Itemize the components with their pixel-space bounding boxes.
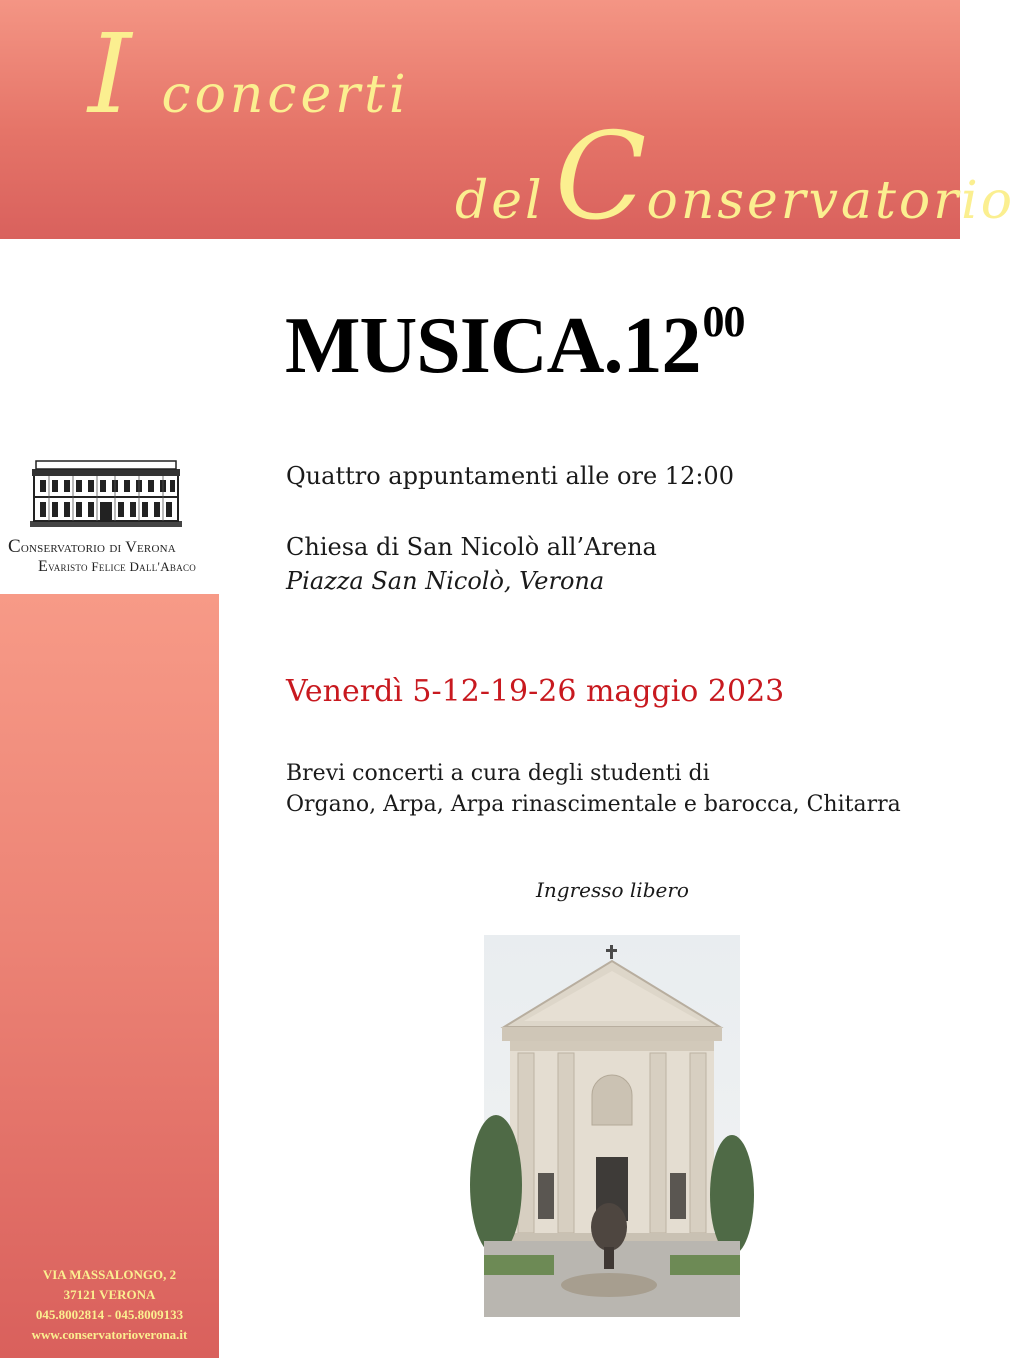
contact-city: 37121 VERONA bbox=[63, 1287, 156, 1302]
header-word-del: del bbox=[455, 171, 545, 231]
church-photo bbox=[484, 935, 740, 1317]
page-title bbox=[285, 297, 745, 390]
event-dates: Venerdì 5-12-19-26 maggio 2023 bbox=[286, 674, 785, 709]
conservatory-logo bbox=[8, 455, 214, 576]
title-superscript: 00 bbox=[702, 297, 745, 346]
header-title-line2 bbox=[455, 108, 1015, 247]
title-main: MUSICA.12 bbox=[285, 302, 701, 390]
appointments-text: Quattro appuntamenti alle ore 12:00 bbox=[286, 462, 734, 490]
description-line-2: Organo, Arpa, Arpa rinascimentale e barocca, Chitarra bbox=[286, 792, 901, 817]
header-title-line1 bbox=[88, 10, 410, 138]
contact-street: VIA MASSALONGO, 2 bbox=[42, 1267, 177, 1282]
venue-address: Piazza San Nicolò, Verona bbox=[286, 567, 605, 595]
logo-subtitle: Evaristo Felice Dall'Abaco bbox=[38, 558, 197, 575]
header-band bbox=[0, 0, 1015, 247]
logo-name-text: onservatorio di Verona bbox=[20, 539, 176, 556]
contact-block bbox=[0, 1265, 219, 1345]
header-word-concerti: concerti bbox=[161, 65, 410, 125]
description-line-1: Brevi concerti a cura degli studenti di bbox=[286, 761, 710, 786]
header-initial-c: C bbox=[554, 108, 647, 247]
side-band bbox=[0, 594, 219, 1358]
venue-name: Chiesa di San Nicolò all’Arena bbox=[286, 533, 657, 561]
header-word-onservatorio: onservatorio bbox=[646, 171, 1015, 231]
admission-text: Ingresso libero bbox=[536, 878, 689, 902]
contact-phones: 045.8002814 - 045.8009133 bbox=[35, 1307, 184, 1322]
contact-website[interactable]: www.conservatorioverona.it bbox=[31, 1327, 188, 1342]
building-icon bbox=[26, 455, 186, 530]
header-initial-i: I bbox=[88, 10, 132, 138]
logo-name: Conservatorio di Verona bbox=[8, 536, 176, 557]
